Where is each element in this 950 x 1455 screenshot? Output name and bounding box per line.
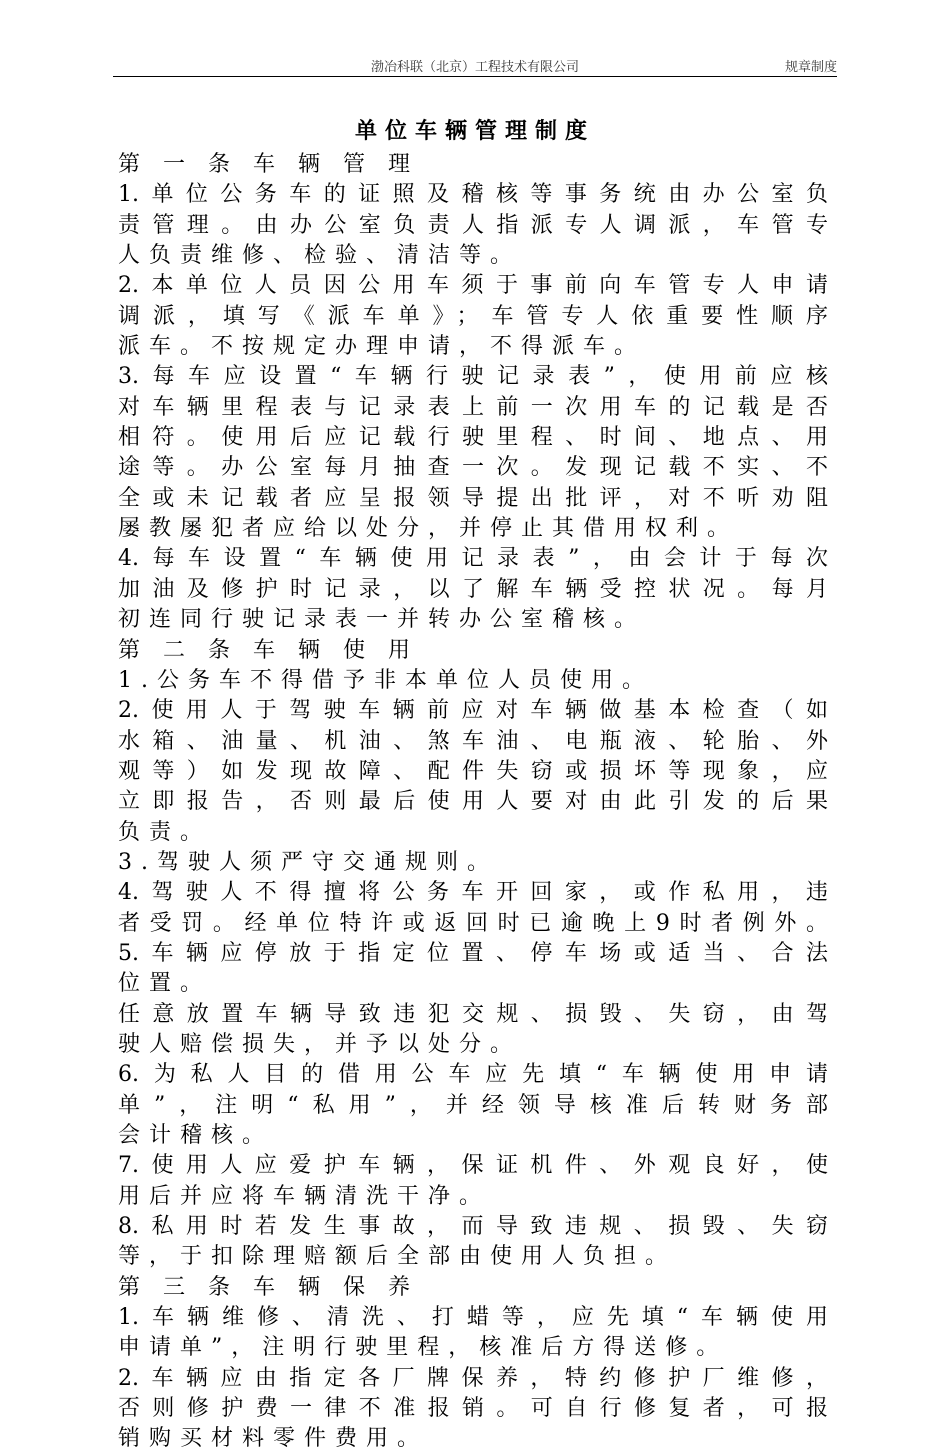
section-heading: 第 二 条 车 辆 使 用	[118, 637, 418, 663]
body-text-line: 途等。办公室每月抽查一次。发现记载不实、不	[118, 455, 828, 481]
body-text-line: 4.驾驶人不得擅将公务车开回家，或作私用，违	[118, 880, 828, 906]
body-text-line: 立即报告，否则最后使用人要对由此引发的后果	[118, 789, 828, 815]
body-text-line: 2.车辆应由指定各厂牌保养，特约修护厂维修，	[118, 1365, 828, 1391]
section-label: 规章制度	[784, 60, 837, 75]
body-text-line: 2.本单位人员因公用车须于事前向车管专人申请	[118, 273, 828, 299]
body-text-line: 加油及修护时记录，以了解车辆受控状况。每月	[118, 576, 828, 602]
body-text-line: 责管理。由办公室负责人指派专人调派，车管专	[118, 212, 828, 238]
body-text-line: 3.驾驶人须严守交通规则。	[118, 849, 498, 875]
body-text-line: 屡教屡犯者应给以处分，并停止其借用权利。	[118, 516, 739, 542]
body-text-line: 1.单位公务车的证照及稽核等事务统由办公室负	[118, 182, 828, 208]
body-text-line: 观等）如发现故障、配件失窃或损坏等现象，应	[118, 758, 828, 784]
body-text-line: 负责。	[118, 819, 212, 845]
body-text-line: 人负责维修、检验、清洁等。	[118, 243, 522, 269]
body-text-line: 1.公务车不得借予非本单位人员使用。	[118, 667, 653, 693]
body-text-line: 8.私用时若发生事故，而导致违规、损毁、失窃	[118, 1214, 828, 1240]
section-heading: 第 一 条 车 辆 管 理	[118, 152, 418, 177]
body-text-line: 2.使用人于驾驶车辆前应对车辆做基本检查（如	[118, 698, 828, 724]
body-text-line: 4.每车设置“车辆使用记录表”，由会计于每次	[118, 546, 828, 572]
body-text-line: 5.车辆应停放于指定位置、停车场或适当、合法	[118, 940, 828, 966]
body-text-line: 任意放置车辆导致违犯交规、损毁、失窃，由驾	[118, 1001, 828, 1027]
body-text-line: 相符。使用后应记载行驶里程、时间、地点、用	[118, 425, 828, 451]
body-text-line: 全或未记载者应呈报领导提出批评，对不听劝阻	[118, 485, 828, 511]
body-text-line: 6.为私人目的借用公车应先填“车辆使用申请	[118, 1062, 828, 1088]
body-text-line: 等，于扣除理赔额后全部由使用人负担。	[118, 1244, 677, 1270]
body-text-line: 初连同行驶记录表一并转办公室稽核。	[118, 607, 646, 633]
document-title: 单位车辆管理制度	[354, 118, 595, 144]
body-text-line: 对车辆里程表与记录表上前一次用车的记载是否	[118, 394, 828, 420]
body-text-line: 申请单”，注明行驶里程，核准后方得送修。	[118, 1335, 728, 1361]
page-header	[113, 52, 837, 77]
body-text-line: 3.每车应设置“车辆行驶记录表”，使用前应核	[118, 364, 828, 390]
body-text-line: 否则修护费一律不准报销。可自行修复者，可报	[118, 1396, 828, 1422]
document-body	[118, 150, 828, 1455]
body-text-line: 驶人赔偿损失，并予以处分。	[118, 1031, 522, 1057]
body-text-line: 者受罚。经单位特许或返回时已逾晚上9时者例外。	[118, 910, 828, 936]
company-name: 渤冶科联（北京）工程技术有限公司	[370, 60, 579, 75]
body-text-line: 用后并应将车辆清洗干净。	[118, 1183, 491, 1209]
section-heading: 第 三 条 车 辆 保 养	[118, 1274, 418, 1300]
body-text-line: 派车。不按规定办理申请，不得派车。	[118, 334, 646, 360]
body-text-line: 单”，注明“私用”，并经领导核准后转财务部	[118, 1092, 828, 1118]
body-text-line: 7.使用人应爱护车辆，保证机件、外观良好，使	[118, 1153, 828, 1179]
body-text-line: 会计稽核。	[118, 1123, 274, 1148]
body-text-line: 1.车辆维修、清洗、打蜡等，应先填“车辆使用	[118, 1305, 828, 1331]
body-text-line: 水箱、油量、机油、煞车油、电瓶液、轮胎、外	[118, 728, 828, 754]
body-text-line: 位置。	[118, 971, 212, 997]
body-text-line: 调派，填写《派车单》；车管专人依重要性顺序	[118, 303, 828, 329]
body-text-line: 销购买材料零件费用。	[118, 1426, 429, 1452]
